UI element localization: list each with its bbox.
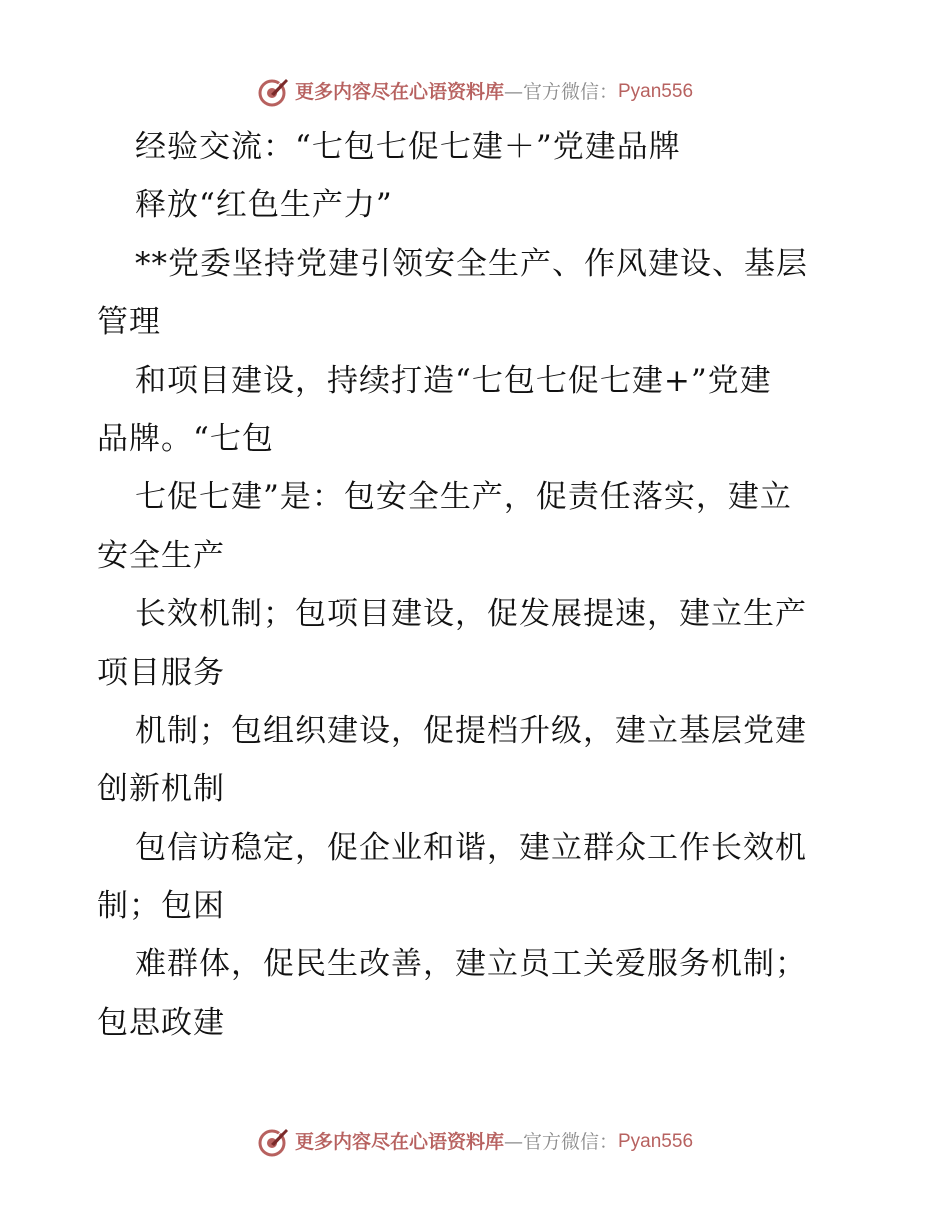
watermark-wechat-id: Pyan556 (618, 81, 694, 102)
watermark-wechat-id: Pyan556 (618, 1131, 694, 1152)
body-line-11: 机制；包组织建设，促提档升级，建立基层党建 (135, 712, 807, 749)
body-line-6: 品牌。“七包 (97, 420, 274, 457)
body-line-1: 经验交流：“七包七促七建＋”党建品牌 (135, 129, 681, 165)
body-line-9: 长效机制；包项目建设，促发展提速，建立生产 (135, 596, 807, 633)
body-line-14: 制；包困 (97, 888, 225, 925)
body-line-7: 七促七建”是：包安全生产，促责任落实，建立 (135, 479, 792, 516)
body-line-16: 包思政建 (97, 1004, 225, 1041)
quill-pen-logo-icon (257, 1126, 289, 1158)
header-watermark (0, 76, 950, 108)
watermark-text: 更多内容尽在心语资料库 (294, 81, 504, 103)
body-line-4: 管理 (97, 304, 161, 341)
body-line-8: 安全生产 (97, 537, 225, 574)
body-line-12: 创新机制 (97, 771, 225, 808)
watermark-separator: —官方微信： (503, 1131, 618, 1153)
body-line-5: 和项目建设，持续打造“七包七促七建+”党建 (135, 362, 772, 399)
document-body (97, 118, 857, 1052)
watermark-text: 更多内容尽在心语资料库 (294, 1131, 504, 1153)
footer-watermark (0, 1126, 950, 1158)
body-line-15: 难群体，促民生改善，建立员工关爱服务机制； (135, 946, 807, 983)
body-line-3: **党委坚持党建引领安全生产、作风建设、基层 (135, 245, 808, 282)
watermark-separator: —官方微信： (503, 81, 618, 103)
quill-pen-logo-icon (257, 76, 289, 108)
body-line-10: 项目服务 (97, 654, 225, 691)
body-line-2: 释放“红色生产力” (135, 187, 393, 224)
body-line-13: 包信访稳定，促企业和谐，建立群众工作长效机 (135, 829, 807, 866)
